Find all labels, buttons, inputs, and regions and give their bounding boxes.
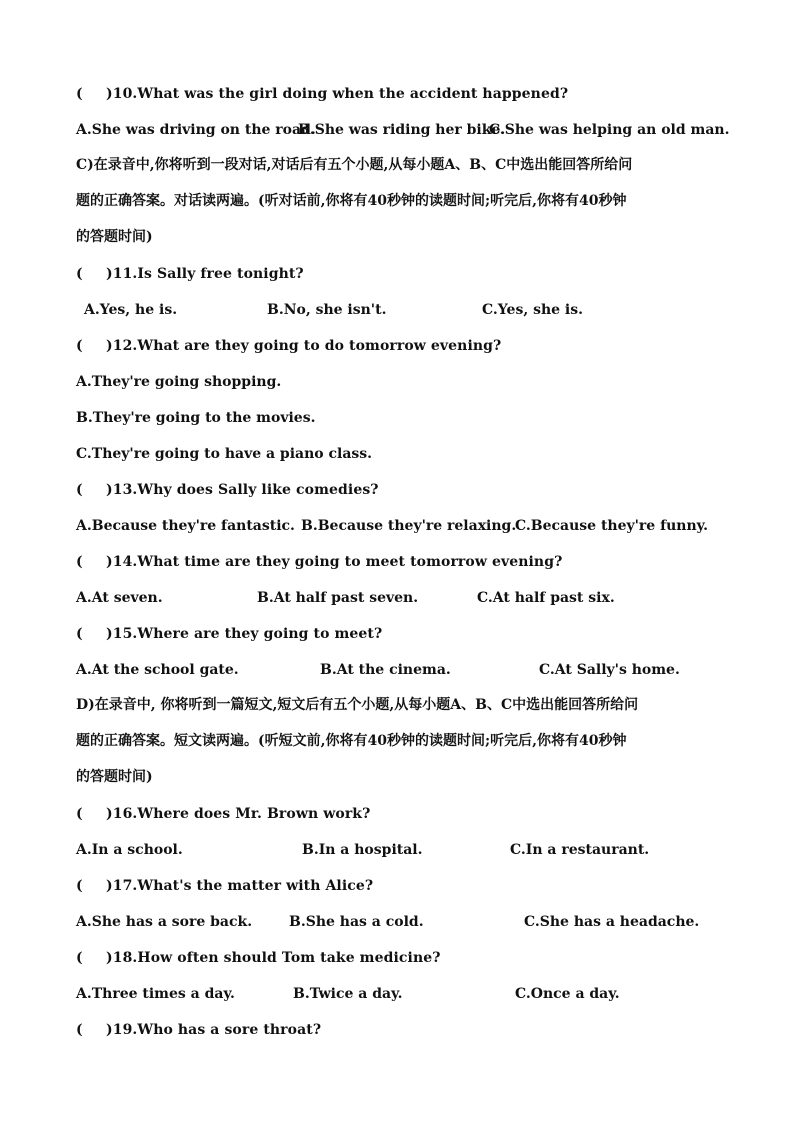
answer-bracket: (: [76, 86, 83, 102]
q18-option-b: B.Twice a day.: [293, 986, 403, 1002]
answer-bracket: (: [76, 482, 83, 498]
question-text: )11.Is Sally free tonight?: [106, 266, 304, 282]
q12-option-b: B.They're going to the movies.: [76, 410, 316, 426]
section-c-line-2: 题的正确答案。对话读两遍。(听对话前,你将有40秒钟的读题时间;听完后,你将有40秒钟: [76, 193, 627, 209]
answer-bracket: (: [76, 554, 83, 570]
answer-bracket: (: [76, 266, 83, 282]
question-13: [76, 480, 379, 500]
answer-bracket: (: [76, 806, 83, 822]
section-d-instructions: [76, 687, 724, 795]
q11-option-c: C.Yes, she is.: [482, 302, 584, 318]
section-c-line-1: C)在录音中,你将听到一段对话,对话后有五个小题,从每小题A、B、C中选出能回答所给问: [76, 157, 633, 173]
question-text: )16.Where does Mr. Brown work?: [106, 806, 371, 822]
question-15: [76, 624, 382, 644]
q15-option-c: C.At Sally's home.: [539, 662, 680, 678]
q14-option-b: B.At half past seven.: [257, 590, 419, 606]
q10-option-a: A.She was driving on the road.: [76, 122, 316, 138]
q13-option-a: A.Because they're fantastic.: [76, 518, 295, 534]
q14-option-c: C.At half past six.: [477, 590, 615, 606]
q15-option-b: B.At the cinema.: [320, 662, 451, 678]
q16-option-b: B.In a hospital.: [302, 842, 423, 858]
q17-option-b: B.She has a cold.: [289, 914, 424, 930]
q13-option-c: C.Because they're funny.: [515, 518, 709, 534]
answer-bracket: (: [76, 878, 83, 894]
q11-option-a: A.Yes, he is.: [84, 302, 178, 318]
q14-option-a: A.At seven.: [76, 590, 163, 606]
q15-option-a: A.At the school gate.: [76, 662, 239, 678]
question-14: [76, 552, 562, 572]
question-text: )19.Who has a sore throat?: [106, 1022, 322, 1038]
question-text: )13.Why does Sally like comedies?: [106, 482, 379, 498]
answer-bracket: (: [76, 950, 83, 966]
section-c-instructions: [76, 147, 724, 255]
section-d-line-2: 题的正确答案。短文读两遍。(听短文前,你将有40秒钟的读题时间;听完后,你将有40秒钟: [76, 733, 627, 749]
q17-option-a: A.She has a sore back.: [76, 914, 253, 930]
question-18: [76, 948, 441, 968]
question-text: )10.What was the girl doing when the accident happened?: [106, 86, 569, 102]
q10-option-b: B.She was riding her bike.: [298, 122, 506, 138]
section-c-line-3: 的答题时间): [76, 229, 153, 245]
question-text: )12.What are they going to do tomorrow evening?: [106, 338, 502, 354]
question-17: [76, 876, 373, 896]
q18-option-c: C.Once a day.: [515, 986, 620, 1002]
q16-option-a: A.In a school.: [76, 842, 183, 858]
q12-option-c: C.They're going to have a piano class.: [76, 446, 373, 462]
q10-option-c: C.She was helping an old man.: [489, 122, 730, 138]
question-10: [76, 84, 568, 104]
section-d-line-1: D)在录音中, 你将听到一篇短文,短文后有五个小题,从每小题A、B、C中选出能回答所给问: [76, 697, 639, 713]
answer-bracket: (: [76, 626, 83, 642]
question-text: )18.How often should Tom take medicine?: [106, 950, 441, 966]
q16-option-c: C.In a restaurant.: [510, 842, 650, 858]
question-text: )17.What's the matter with Alice?: [106, 878, 374, 894]
q13-option-b: B.Because they're relaxing.: [301, 518, 517, 534]
q18-option-a: A.Three times a day.: [76, 986, 235, 1002]
q11-option-b: B.No, she isn't.: [267, 302, 387, 318]
question-11: [76, 264, 304, 284]
question-16: [76, 804, 370, 824]
q17-option-c: C.She has a headache.: [524, 914, 700, 930]
answer-bracket: (: [76, 1022, 83, 1038]
answer-bracket: (: [76, 338, 83, 354]
q12-option-a: A.They're going shopping.: [76, 374, 282, 390]
question-19: [76, 1020, 321, 1040]
question-text: )14.What time are they going to meet tomorrow evening?: [106, 554, 563, 570]
section-d-line-3: 的答题时间): [76, 769, 153, 785]
question-12: [76, 336, 501, 356]
question-text: )15.Where are they going to meet?: [106, 626, 383, 642]
